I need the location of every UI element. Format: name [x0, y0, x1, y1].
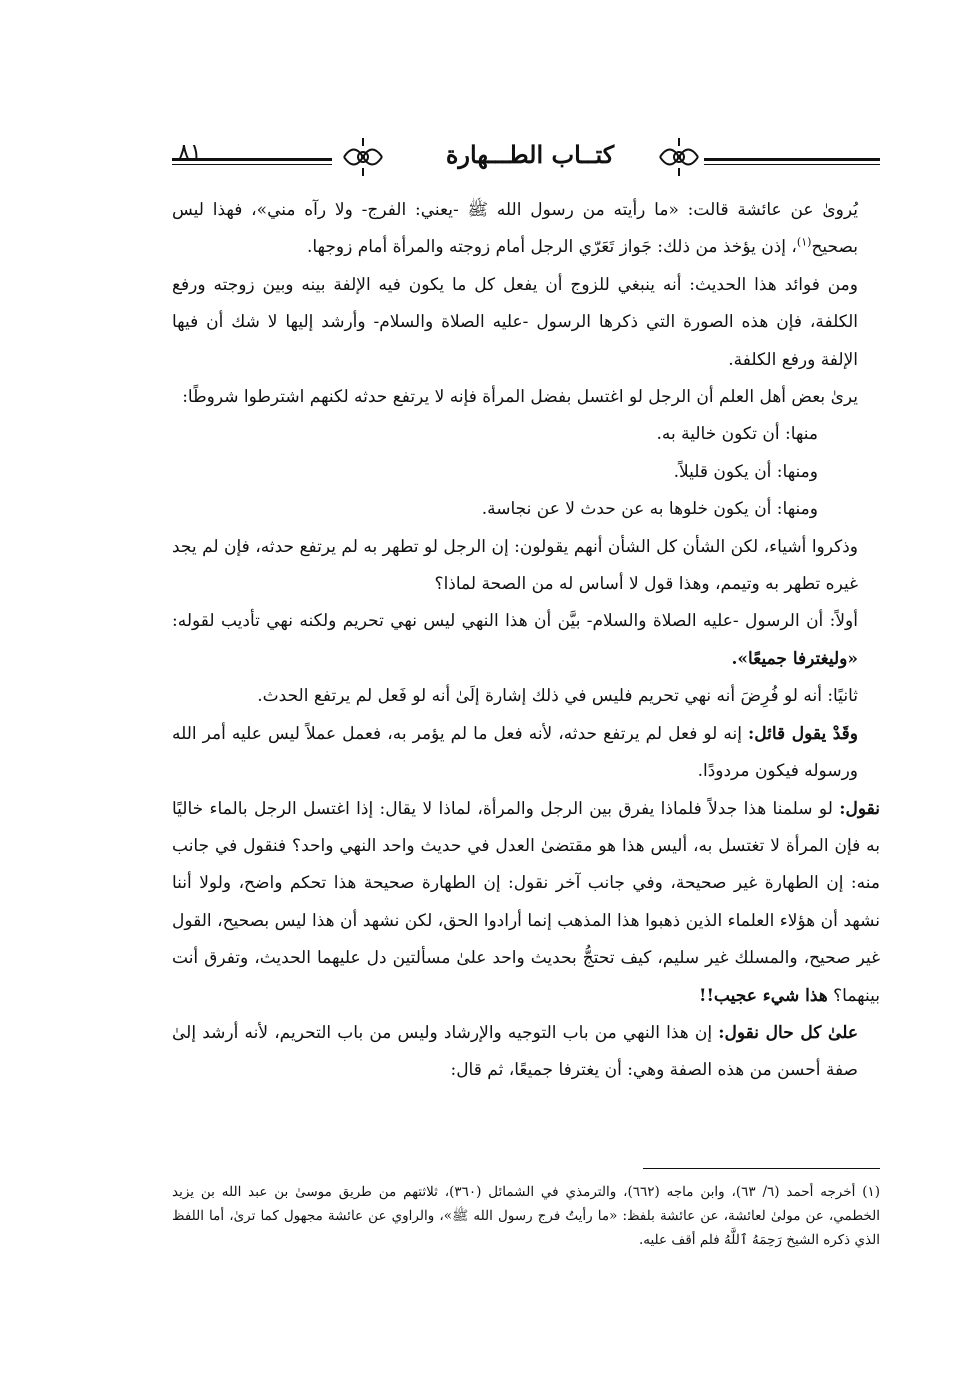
- page-number: ٨١: [178, 140, 202, 165]
- paragraph-9-lead: علىٰ كل حال نقول:: [718, 1022, 858, 1043]
- condition-3: ومنها: أن يكون خلوها به عن حدث لا عن نجاسة.: [481, 499, 818, 520]
- footnote-1: (١) أخرجه أحمد (٦/ ٦٣)، وابن ماجه (٦٦٢)، والترمذي في الشمائل (٣٦٠)، ثلاثتهم من طريق موسىٰ بن عبد الله بن يزيد الخطمي، عن مولىٰ لعائشة، عن عائشة بلفظ: «ما رأيتُ فرج رسول الله ﷺ»، والراوي عن عائشة مجهول كما ترىٰ، أما اللفظ الذي ذكره الشيخ رَحِمَهُ ٱللَّهُ فلم أقف عليه.: [172, 1184, 881, 1248]
- paragraph-2: ومن فوائد هذا الحديث: أنه ينبغي للزوج أن يفعل كل ما يكون فيه الإلفة بينه وبين زوجته ورفع الكلفة، فإن هذه الصورة التي ذكرها الرسول -عليه الصلاة والسلام- وأرشد إليها لا شك أن فيها الإلفة ورفع الكلفة.: [172, 274, 858, 370]
- paragraph-7: [172, 716, 880, 791]
- paragraph-5-text: أولاً: أن الرسول -عليه الصلاة والسلام- بيَّن أن هذا النهي ليس نهي تحريم ولكنه نهي تأديب لقوله:: [172, 611, 858, 632]
- right-ornament-icon: [656, 134, 702, 180]
- paragraph-5: [172, 603, 880, 678]
- condition-1: منها: أن تكون خالية به.: [656, 424, 818, 445]
- paragraph-7-lead: وقَدْ يقول قائل:: [747, 723, 858, 744]
- header-rule-right-thin: [704, 164, 880, 165]
- paragraph-4: وذكروا أشياء، لكن الشأن كل الشأن أنهم يقولون: إن الرجل لو تطهر به لم يرتفع حدثه، فإن لم يجد غيره تطهر به وتيمم، وهذا قول لا أساس له من الصحة لماذا؟: [172, 536, 858, 595]
- paragraph-8-lead: نقول:: [839, 798, 880, 819]
- left-ornament-icon: [340, 134, 386, 180]
- paragraph-3: يرىٰ بعض أهل العلم أن الرجل لو اغتسل بفضل المرأة فإنه لا يرتفع حدثه لكنهم اشترطوا شروطًا:: [182, 387, 858, 408]
- condition-2: ومنها: أن يكون قليلاً.: [673, 461, 818, 482]
- footnote-separator: [643, 1168, 880, 1169]
- paragraph-1-rest: ، إذن يؤخذ من ذلك: جَواز تَعَرّي الرجل أمام زوجته والمرأة أمام زوجها.: [306, 237, 797, 258]
- header-rule-right: [704, 158, 880, 161]
- paragraph-9: [172, 1015, 880, 1090]
- paragraph-7-rest: إنه لو فعل لم يرتفع حدثه، لأنه فعل ما لم يؤمر به، فعمل عملاً ليس عليه أمر الله ورسوله فيكون مردودًا.: [172, 723, 858, 782]
- paragraph-6: ثانيًا: أنه لو فُرِضَ أنه نهي تحريم فليس في ذلك إشارة إلَىٰ أنه لو فَعل لم يرتفع الحدث.: [257, 686, 858, 707]
- paragraph-8-exclamation: هذا شيء عجيب!!: [699, 985, 828, 1006]
- paragraph-9-rest: إن هذا النهي من باب التوجيه والإرشاد وليس من باب التحريم، لأنه أرشد إلىٰ صفة أحسن من هذه الصفة وهي: أن يغترفا جميعًا، ثم قال:: [172, 1022, 858, 1081]
- footnotes: [172, 1180, 880, 1252]
- footnote-ref: (١): [796, 235, 812, 249]
- main-text: [172, 192, 880, 1090]
- paragraph-1-text: يُروىٰ عن عائشة قالت: «ما رأيته من رسول الله ﷺ -يعني: الفرج- ولا رآه مني»، فهذا ليس بصحيح: [172, 200, 858, 258]
- paragraph-1: [172, 192, 880, 267]
- paragraph-8-rest: لو سلمنا هذا جدلاً فلماذا يفرق بين الرجل والمرأة، لماذا لا يقال: إذا اغتسل الرجل بالماء خاليًا به فإن المرأة لا تغتسل به، أليس هذا هو مقتضىٰ العدل في حديث واحد النهي واحد؟ فنقول في جانب منه: إن الطهارة غير صحيحة، وفي جانب آخر نقول: إن الطهارة صحيحة هذا تحكم واضح، ولولا أننا نشهد أن هؤلاء العلماء الذين ذهبوا هذا المذهب إنما أرادوا الحق، لكن نشهد أن هذا ليس بصحيح، القول غير صحيح، والمسلك غير سليم، كيف تحتجُّ بحديث واحد علىٰ مسألتين دل عليهما الحديث، وتفرق أنت بينهما؟: [172, 798, 880, 1006]
- header-title: كتــاب الطـــهارة: [445, 140, 615, 169]
- paragraph-8: [172, 791, 880, 1015]
- hadith-quote: «وليغترفا جميعًا».: [731, 648, 858, 669]
